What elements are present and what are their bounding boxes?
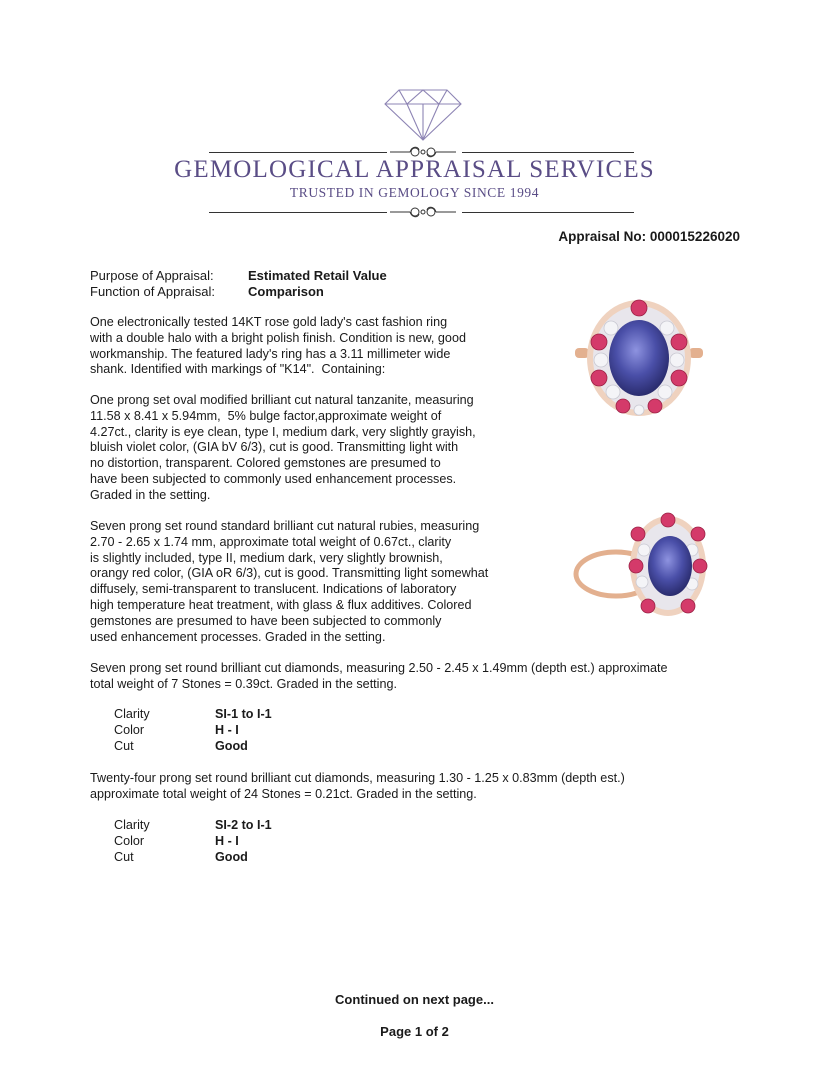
purpose-value: Estimated Retail Value: [248, 268, 387, 283]
color-value: H - I: [215, 834, 239, 848]
diamond-logo-icon: [383, 88, 463, 142]
cut-label: Cut: [114, 850, 134, 864]
clarity-label: Clarity: [114, 818, 150, 832]
clarity-label: Clarity: [114, 707, 150, 721]
purpose-label: Purpose of Appraisal:: [90, 268, 214, 283]
clarity-value: SI-2 to I-1: [215, 818, 272, 832]
header-rule-bottom-right: [462, 212, 634, 213]
continued-note: Continued on next page...: [335, 992, 494, 1007]
company-tagline: TRUSTED IN GEMOLOGY SINCE 1994: [289, 185, 540, 200]
company-name: GEMOLOGICAL APPRAISAL SERVICES: [174, 156, 655, 183]
ring-description: One electronically tested 14KT rose gold lady's cast fashion ring with a double halo with a bright polish finish. Condition is new, good workmanship. The featured lady's ring has a 3.11 millimeter wide shank. Identified with markings of "K14". Containing:: [90, 315, 466, 377]
cut-label: Cut: [114, 739, 134, 753]
header-rule-top-left: [209, 152, 387, 153]
color-label: Color: [114, 834, 145, 848]
tanzanite-description: One prong set oval modified brilliant cut natural tanzanite, measuring 11.58 x 8.41 x 5.94mm, 5% bulge factor,approximate weight of 4.27ct., clarity is eye clean, type I, medium dark, very slightly grayish, bluish violet color, (GIA bV 6/3), cut is good. Transmitting light with no distortion, transparent. Colored gemstones are presumed to have been subjected to commonly used enhancement processes. Graded in the setting.: [90, 393, 476, 502]
header-rule-bottom-left: [209, 212, 387, 213]
diamonds-24-description: Twenty-four prong set round brilliant cut diamonds, measuring 1.30 - 1.25 x 0.83mm (depth est.) approximate total weight of 24 Stones = 0.21ct. Graded in the setting.: [90, 771, 625, 801]
cut-value: Good: [215, 739, 248, 753]
color-label: Color: [114, 723, 145, 737]
flourish-ornament-bottom-icon: [388, 204, 458, 220]
ring-front-view-image: [573, 298, 705, 420]
ring-side-view-image: [572, 512, 712, 628]
diamonds-7-description: Seven prong set round brilliant cut diamonds, measuring 2.50 - 2.45 x 1.49mm (depth est.) approximate total weight of 7 Stones = 0.39ct. Graded in the setting.: [90, 661, 668, 691]
appraisal-number: Appraisal No: 000015226020: [558, 229, 740, 244]
page-number: Page 1 of 2: [380, 1024, 449, 1039]
function-label: Function of Appraisal:: [90, 284, 216, 299]
function-value: Comparison: [248, 284, 324, 299]
header-rule-top-right: [462, 152, 634, 153]
cut-value: Good: [215, 850, 248, 864]
clarity-value: SI-1 to I-1: [215, 707, 272, 721]
rubies-description: Seven prong set round standard brilliant cut natural rubies, measuring 2.70 - 2.65 x 1.74 mm, approximate total weight of 0.67ct., clarity is slightly included, type II, medium dark, very slightly brownish, orangy red color, (GIA oR 6/3), cut is good. Transmitting light somewhat diffusely, semi-transparent to translucent. Indications of laboratory high temperature heat treatment, with glass & flux additives. Colored gemstones are presumed to have been subjected to commonly used enhancement processes. Graded in the setting.: [90, 519, 489, 644]
color-value: H - I: [215, 723, 239, 737]
